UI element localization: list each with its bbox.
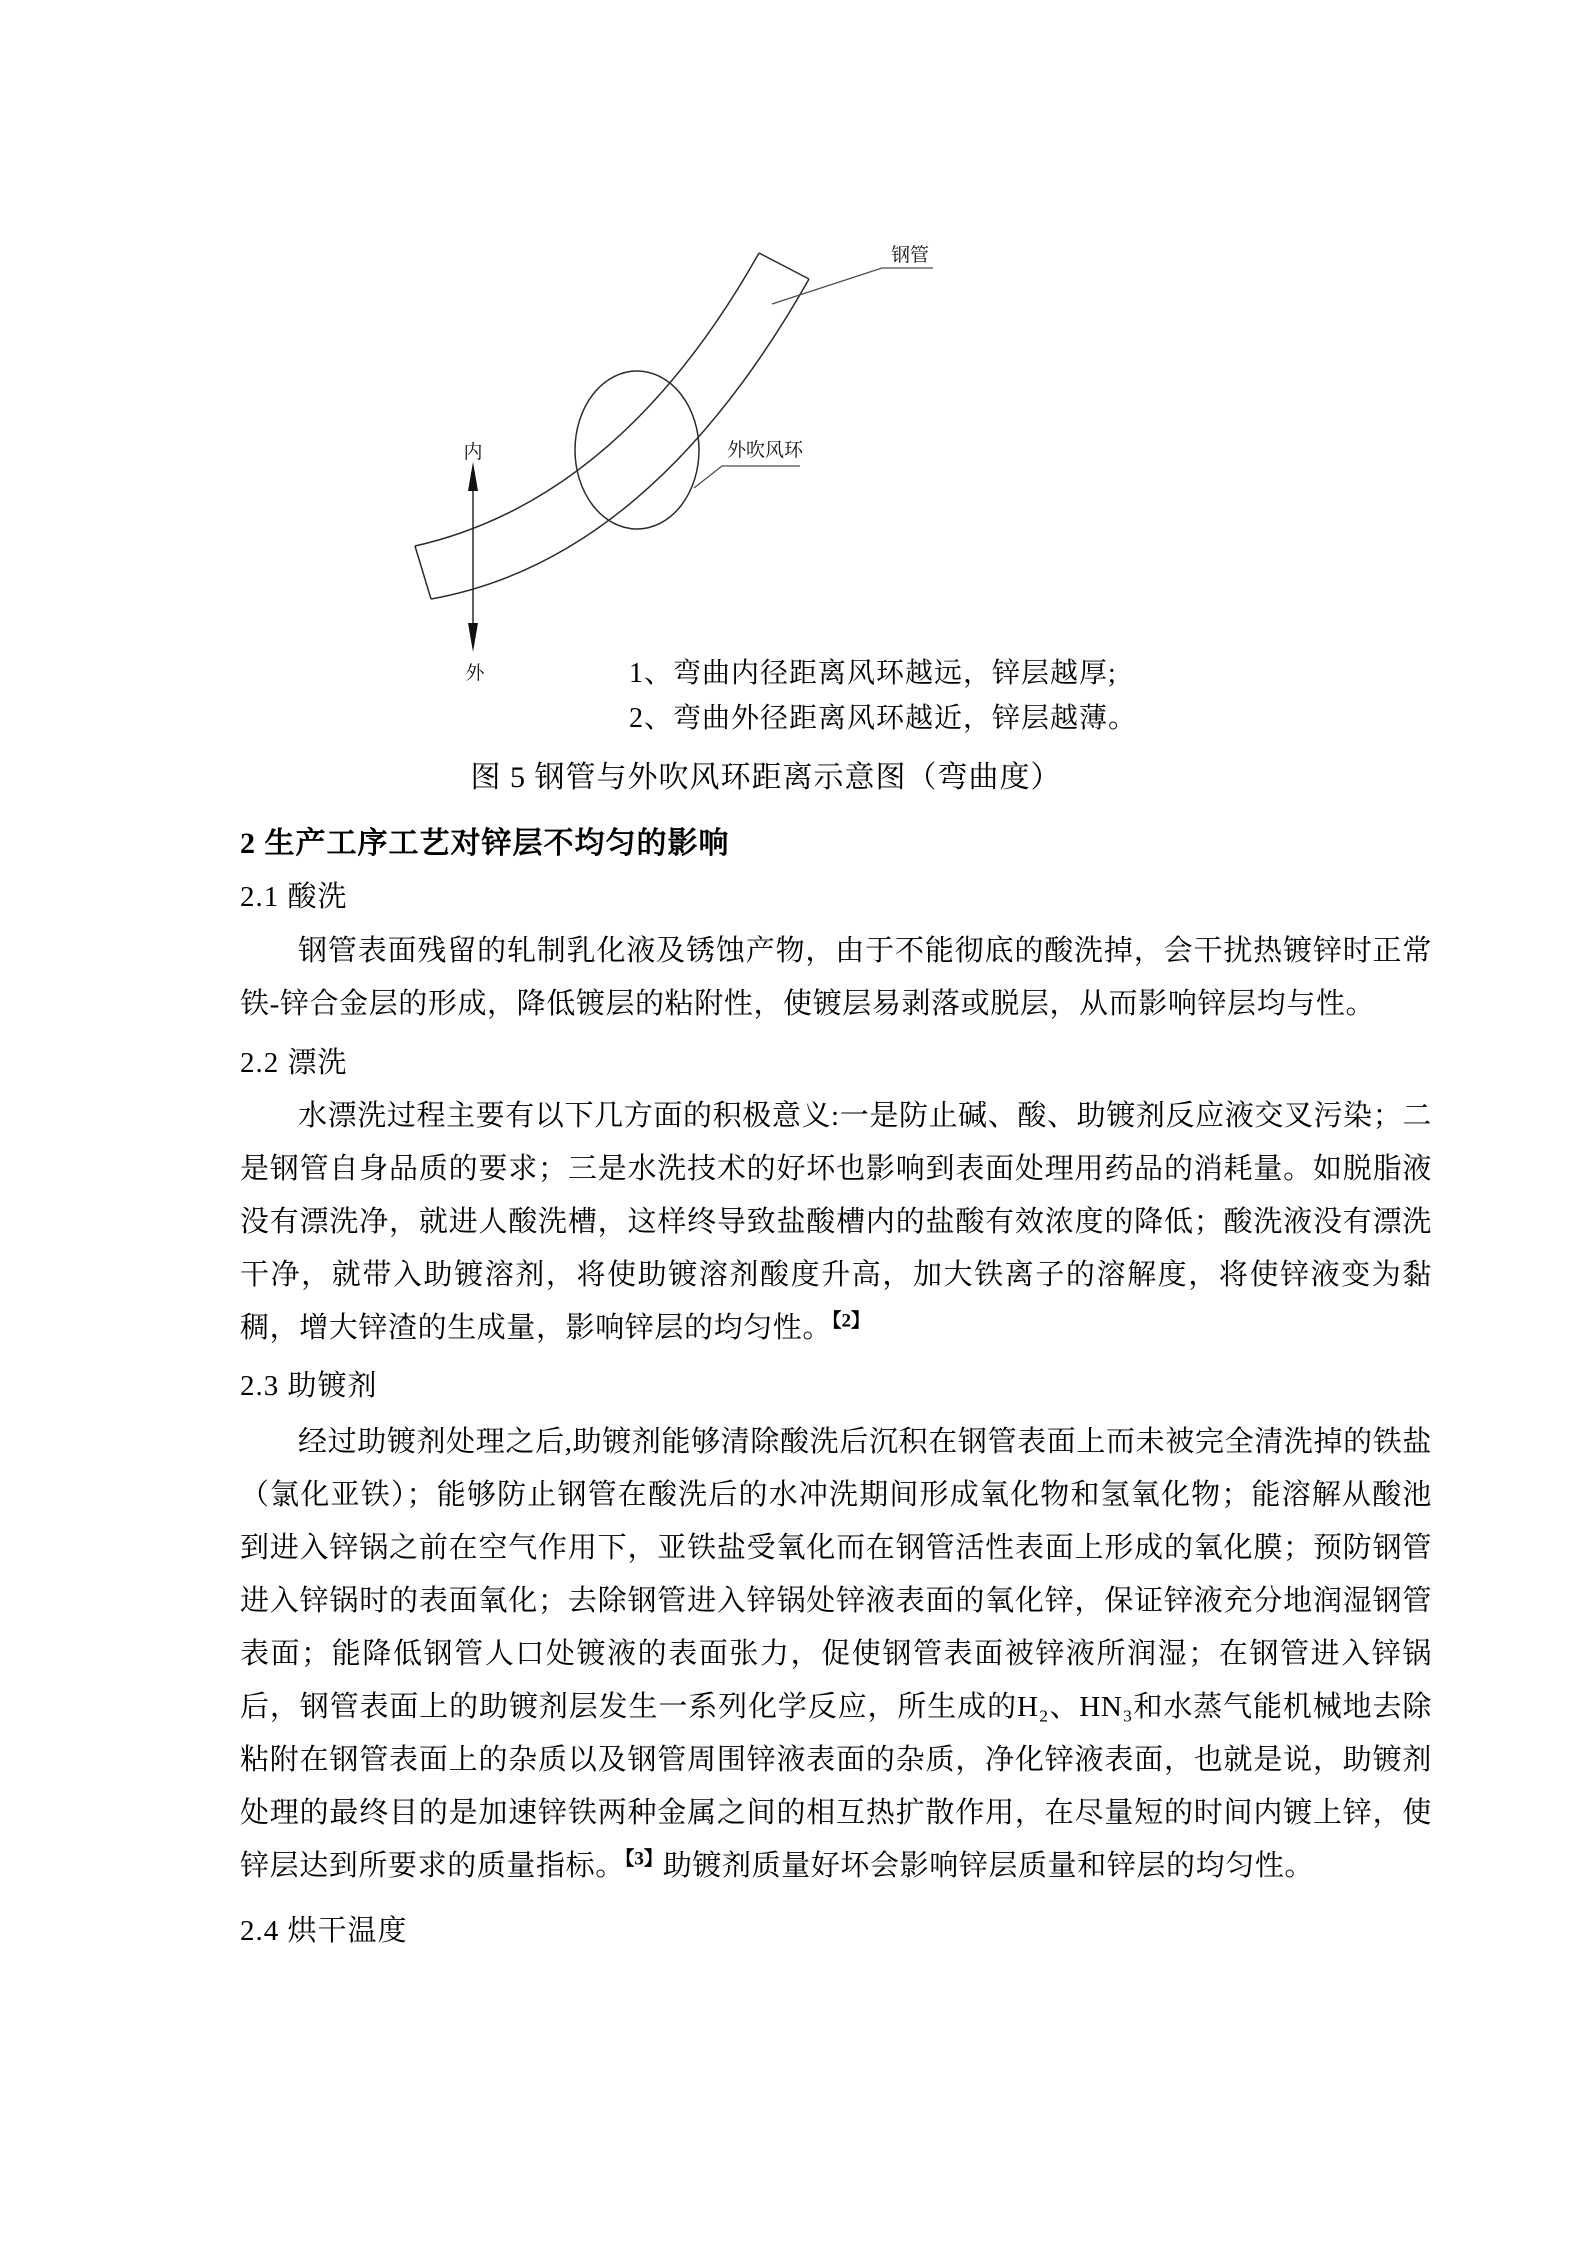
ring-leader-line (694, 466, 800, 488)
label-outer: 外 (465, 663, 485, 684)
paragraph-2-3-text-2: 助镀剂质量好坏会影响锌层质量和锌层的均匀性。 (662, 1850, 1315, 1882)
label-inner: 内 (463, 442, 483, 463)
pipe-left-endcap (415, 546, 431, 599)
section-heading-2: 2 生产工序工艺对锌层不均匀的影响 (240, 827, 730, 860)
paragraph-2-3 (240, 1416, 1432, 1893)
section-title-2-2: 2.2 漂洗 (240, 1047, 348, 1079)
pipe-right-endcap (759, 253, 809, 279)
blow-ring-ellipse (575, 371, 699, 529)
citation-ref-3: 【3】 (624, 1848, 663, 1870)
section-title-2-1: 2.1 酸洗 (240, 881, 348, 913)
pipe-bottom-edge (431, 279, 809, 599)
pipe-leader-line (772, 268, 933, 304)
paragraph-2-1-text: 钢管表面残留的轧制乳化液及锈蚀产物，由于不能彻底的酸洗掉，会干扰热镀锌时正常铁-锌合金层的形成，降低镀层的粘附性，使镀层易剥落或脱层，从而影响锌层均与性。 (240, 935, 1432, 1020)
figure-note-2: 2、弯曲外径距离风环越近，锌层越薄。 (629, 703, 1138, 734)
section-title-2-3: 2.3 助镀剂 (240, 1370, 378, 1402)
paragraph-2-1 (240, 925, 1432, 1031)
figure5-diagram (380, 230, 1080, 700)
citation-ref-2: 【2】 (832, 1310, 871, 1332)
section-title-2-4: 2.4 烘干温度 (240, 1915, 408, 1947)
paragraph-2-2-text: 水漂洗过程主要有以下几方面的积极意义:一是防止碱、酸、助镀剂反应液交叉污染；二是钢管自身品质的要求；三是水洗技术的好坏也影响到表面处理用药品的消耗量。如脱脂液没有漂洗净，就进人酸洗槽，这样终导致盐酸槽内的盐酸有效浓度的降低；酸洗液没有漂洗干净，就带入助镀溶剂，将使助镀溶剂酸度升高，加大铁离子的溶解度，将使锌液变为黏稠，增大锌渣的生成量，影响锌层的均匀性。 (240, 1100, 1432, 1344)
figure-caption: 图 5 钢管与外吹风环距离示意图（弯曲度） (470, 761, 1062, 794)
figure-note-1: 1、弯曲内径距离风环越远，锌层越厚; (629, 658, 1117, 689)
arrow-down-head (468, 623, 478, 652)
label-pipe: 钢管 (891, 245, 930, 266)
arrow-up-head (468, 462, 478, 491)
label-ring: 外吹风环 (727, 440, 804, 461)
paragraph-2-2 (240, 1090, 1432, 1355)
paragraph-2-3-text-1: 经过助镀剂处理之后,助镀剂能够清除酸洗后沉积在钢管表面上而未被完全清洗掉的铁盐（氯化亚铁）；能够防止钢管在酸洗后的水冲洗期间形成氧化物和氢氧化物；能溶解从酸池到进入锌锅之前在空气作用下，亚铁盐受氧化而在钢管活性表面上形成的氧化膜；预防钢管进入锌锅时的表面氧化；去除钢管进入锌锅处锌液表面的氧化锌，保证锌液充分地润湿钢管表面；能降低钢管人口处镀液的表面张力，促使钢管表面被锌液所润湿；在钢管进入锌锅后，钢管表面上的助镀剂层发生一系列化学反应，所生成的H₂、HN₃和水蒸气能机械地去除粘附在钢管表面上的杂质以及钢管周围锌液表面的杂质，净化锌液表面，也就是说，助镀剂处理的最终目的是加速锌铁两种金属之间的相互热扩散作用，在尽量短的时间内镀上锌，使锌层达到所要求的质量指标。 (240, 1426, 1432, 1882)
pipe-top-edge (415, 253, 759, 546)
